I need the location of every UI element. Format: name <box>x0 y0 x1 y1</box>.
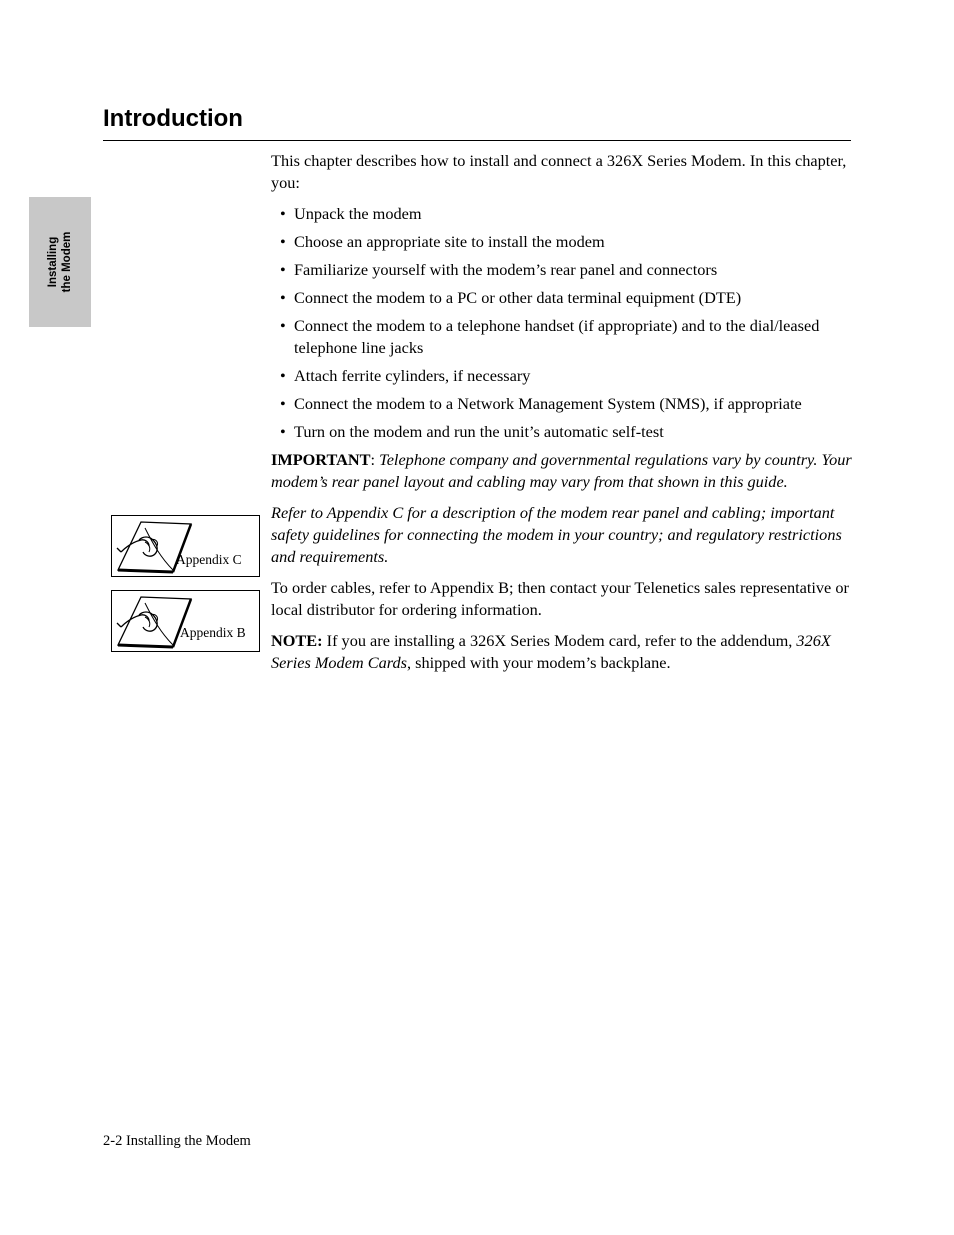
note-paragraph <box>271 630 861 674</box>
list-item: • Choose an appropriate site to install the modem <box>294 231 861 253</box>
chapter-topics-list <box>271 203 861 443</box>
note-text-before: If you are installing a 326X Series Modem card, refer to the addendum, <box>322 631 797 650</box>
note-book-title: 326X Series Modem Cards <box>271 631 831 672</box>
list-item: • Familiarize yourself with the modem’s rear panel and connectors <box>294 259 861 281</box>
important-separator: : <box>370 450 380 469</box>
list-item: • Connect the modem to a telephone handset (if appropriate) and to the dial/leased telephone line jacks <box>294 315 861 359</box>
side-tab-line-1: Installing <box>47 236 59 288</box>
note-label: NOTE: <box>271 631 323 650</box>
appendix-b-label: Appendix B <box>180 625 246 640</box>
appendix-b-reference <box>111 590 260 652</box>
body-text <box>271 150 861 674</box>
side-tab-label <box>46 232 74 293</box>
appendix-c-paragraph: Refer to Appendix C for a description of the modem rear panel and cabling; important safety guidelines for connecting the modem in your country; and regulatory restrictions and requirements. <box>271 503 842 566</box>
appendix-c-label: Appendix C <box>176 552 242 567</box>
important-label: IMPORTANT <box>271 450 371 469</box>
list-item: • Turn on the modem and run the unit’s automatic self-test <box>294 421 861 443</box>
list-item: • Unpack the modem <box>294 203 861 225</box>
side-tab <box>29 197 91 327</box>
list-item: • Connect the modem to a PC or other data terminal equipment (DTE) <box>294 287 861 309</box>
list-item: • Connect the modem to a Network Management System (NMS), if appropriate <box>294 393 861 415</box>
appendix-c-reference <box>111 515 260 577</box>
important-notice <box>271 449 861 493</box>
note-text-after: , shipped with your modem’s backplane. <box>406 653 671 672</box>
side-tab-line-2: the Modem <box>61 231 73 293</box>
page-title: Introduction <box>103 105 243 132</box>
list-item: • Attach ferrite cylinders, if necessary <box>294 365 861 387</box>
title-divider <box>103 140 851 141</box>
important-text: Telephone company and governmental regulations vary by country. Your modem’s rear panel layout and cabling may vary from that shown in this guide. <box>271 450 852 491</box>
ordering-paragraph: To order cables, refer to Appendix B; then contact your Telenetics sales representative or local distributor for ordering information. <box>271 578 849 619</box>
page-footer: 2-2 Installing the Modem <box>103 1133 251 1149</box>
intro-paragraph: This chapter describes how to install and connect a 326X Series Modem. In this chapter, you: <box>271 151 847 192</box>
